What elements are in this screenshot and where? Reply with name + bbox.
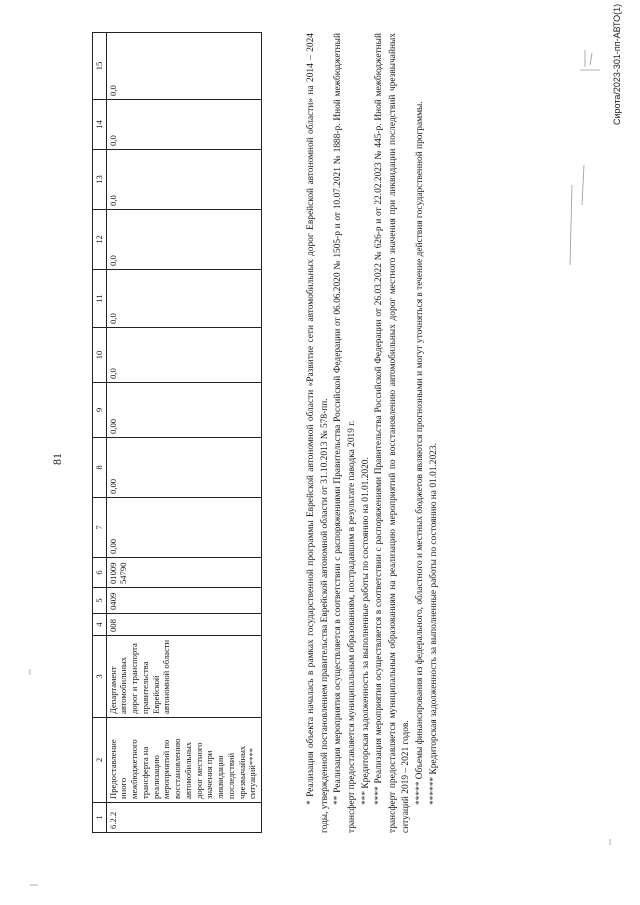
header-cell: 2 [93, 718, 107, 803]
header-cell: 14 [93, 100, 107, 150]
header-cell: 8 [93, 438, 107, 498]
section-code-cell: 0409 [106, 588, 261, 614]
value-cell: 0,0 [106, 270, 261, 328]
value-cell: 0,0 [106, 33, 261, 100]
footnote: ****** Кредиторская задолженность за выполненные работы по состоянию на 01.01.2023. [428, 443, 439, 805]
value-cell: 0,00 [106, 383, 261, 438]
value-cell: 0,0 [106, 150, 261, 210]
header-cell: 13 [93, 150, 107, 210]
target-code-cell: 01009 54790 [106, 558, 261, 588]
value-cell: 0,0 [106, 328, 261, 383]
row-number-cell: 6.2.2 [106, 803, 261, 833]
value-cell: 0,0 [106, 100, 261, 150]
header-cell: 3 [93, 636, 107, 718]
header-cell: 15 [93, 33, 107, 100]
header-cell: 4 [93, 614, 107, 636]
header-cell: 6 [93, 558, 107, 588]
value-cell: 0,0 [106, 210, 261, 270]
activity-name-cell: Предоставление иного межбюджетного трансферта на реализацию мероприятий по восстановлению автомобильных дорог местного значения при ликвидации последствий чрезвычайных ситуаций**** [106, 718, 261, 803]
header-cell: 9 [93, 383, 107, 438]
header-cell: 11 [93, 270, 107, 328]
footnote: **** Реализация мероприятия осуществляется в соответствии с распоряжениями Правительства Российской Федерации от 26.03.2022 № 626-р и от 22.02.2023 № 445-р. Иной межбюджетный трансферт предоставляется муниципальным образованиям на реализацию мероприятий по восстановлению автомобильных дорог местного значения при ликвидации последствий чрезвычайных ситуаций 2019 – 2021 годов. [374, 33, 412, 833]
footnote: ***** Объемы финансирования из федерального, областного и местных бюджетов являются прогнозными и могут уточняться в течение действия государственной программы. [415, 101, 425, 805]
responsible-cell: Департамент автомобильных дорог и транспорта правительства Еврейской автономной области [106, 636, 261, 718]
document-code: Сирота/2023-301-пп-АВТО(1) [612, 3, 622, 125]
header-cell: 1 [93, 803, 107, 833]
footnote: ** Реализация мероприятия осуществляется в соответствии с распоряжениями Правительства Российской Федерации от 06.06.2020 № 1505-р и от 10.07.2021 № 1888-р. Иной межбюджетный трансферт предоставляется муниципальным образованиям, пострадавшим в результате паводка 2019 г. [333, 33, 357, 833]
footnote: *** Кредиторская задолженность за выполненные работы по состоянию на 01.01.2020. [360, 457, 371, 805]
header-cell: 12 [93, 210, 107, 270]
grbs-code-cell: 008 [106, 614, 261, 636]
header-cell: 7 [93, 498, 107, 558]
page-number: 81 [50, 453, 64, 465]
value-cell: 0,00 [106, 438, 261, 498]
value-cell: 0,00 [106, 498, 261, 558]
footnote: * Реализация объекта началась в рамках государственной программы Еврейской автономной области «Развитие сети автомобильных дорог Еврейской автономной области» на 2014 – 2024 годы, утвержденной постановлением правительства Еврейской автономной области от 31.10.2013 № 578-пп. [306, 33, 330, 833]
header-cell: 10 [93, 328, 107, 383]
header-cell: 5 [93, 588, 107, 614]
